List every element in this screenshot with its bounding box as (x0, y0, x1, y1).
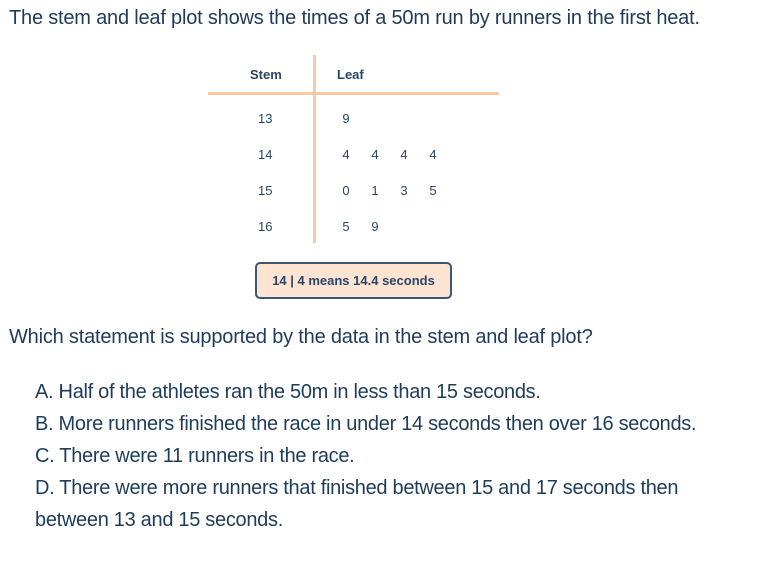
stem-value: 16 (258, 219, 273, 234)
stem-value: 14 (258, 147, 273, 162)
option-c[interactable]: C. There were 11 runners in the race. (35, 445, 355, 467)
plot-row (0, 183, 768, 203)
option-b[interactable]: B. More runners finished the race in under 14 seconds then over 16 seconds. (35, 413, 697, 435)
leaf-value: 5 (429, 183, 437, 198)
stem-value: 15 (258, 183, 273, 198)
leaf-value: 4 (429, 147, 437, 162)
question-text: Which statement is supported by the data in the stem and leaf plot? (9, 326, 593, 348)
leaf-value: 3 (400, 183, 408, 198)
stem-value: 13 (258, 111, 273, 126)
plot-key (255, 262, 452, 299)
plot-row (0, 219, 768, 239)
plot-key-text: 14 | 4 means 14.4 seconds (272, 273, 435, 288)
stem-header: Stem (250, 67, 282, 82)
leaf-value: 0 (342, 183, 350, 198)
leaf-header: Leaf (337, 67, 364, 82)
plot-row (0, 111, 768, 131)
option-d[interactable]: D. There were more runners that finished between 15 and 17 seconds then between 13 and 15 seconds. (35, 477, 679, 531)
plot-horizontal-divider (208, 92, 499, 95)
leaf-value: 5 (342, 219, 350, 234)
intro-text: The stem and leaf plot shows the times of a 50m run by runners in the first heat. (9, 7, 700, 29)
leaf-value: 1 (371, 183, 379, 198)
plot-row (0, 147, 768, 167)
leaf-value: 9 (342, 111, 350, 126)
leaf-value: 9 (371, 219, 379, 234)
answer-options (35, 376, 755, 536)
leaf-value: 4 (371, 147, 379, 162)
leaf-value: 4 (400, 147, 408, 162)
leaf-value: 4 (342, 147, 350, 162)
option-a[interactable]: A. Half of the athletes ran the 50m in less than 15 seconds. (35, 381, 541, 403)
